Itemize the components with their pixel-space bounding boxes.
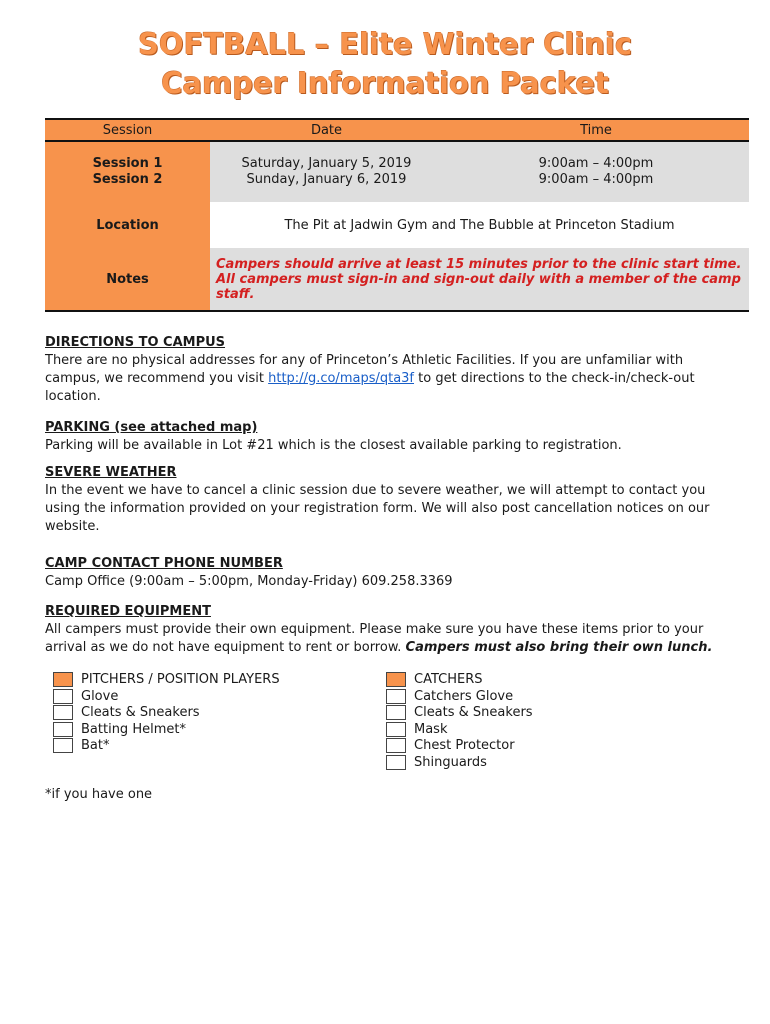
session-2-time: 9:00am – 4:00pm (538, 172, 654, 187)
checklist-item (386, 738, 533, 755)
checkbox[interactable] (386, 755, 406, 770)
item-label: Cleats & Sneakers (414, 705, 533, 721)
checkbox[interactable] (386, 705, 406, 720)
contact-section (45, 555, 725, 591)
checklist-item (386, 722, 533, 739)
session-2-label: Session 2 (92, 172, 163, 187)
checklist-item (386, 705, 533, 722)
directions-text-after: to get directions to the check-in/check-out location. (45, 371, 695, 404)
session-2-date: Sunday, January 6, 2019 (246, 172, 407, 187)
location-value: The Pit at Jadwin Gym and The Bubble at Princeton Stadium (284, 217, 675, 233)
notes-label: Notes (45, 248, 210, 311)
session-labels (45, 141, 210, 202)
page-subtitle: Camper Information Packet (161, 66, 609, 100)
pitchers-checklist (53, 672, 280, 755)
page-title: SOFTBALL – Elite Winter Clinic (137, 27, 633, 61)
header-time: Time (443, 119, 749, 141)
pitchers-header (53, 672, 280, 689)
location-label: Location (45, 202, 210, 248)
checklist-item (53, 738, 280, 755)
weather-heading: SEVERE WEATHER (45, 465, 177, 480)
checkbox[interactable] (386, 689, 406, 704)
parking-text: Parking will be available in Lot #21 which is the closest available parking to registration. (45, 438, 622, 453)
item-label: Chest Protector (414, 738, 515, 754)
item-label: Mask (414, 721, 448, 737)
equipment-heading: REQUIRED EQUIPMENT (45, 604, 211, 619)
checklist-item (53, 705, 280, 722)
schedule-table (45, 118, 749, 312)
catchers-checklist (386, 672, 533, 771)
item-label: Glove (81, 688, 119, 704)
directions-text (45, 352, 725, 406)
checklist-item (386, 755, 533, 772)
footnote: *if you have one (45, 787, 153, 802)
checkbox[interactable] (53, 689, 73, 704)
header-color-box (53, 672, 73, 687)
directions-section (45, 334, 725, 406)
session-1-time: 9:00am – 4:00pm (538, 156, 654, 171)
weather-text: In the event we have to cancel a clinic session due to severe weather, we will attempt to contact you using the information provided on your registration form. We will also post cancellation notices on our website. (45, 483, 710, 534)
session-1-label: Session 1 (92, 156, 163, 171)
checklist-item (53, 689, 280, 706)
header-date: Date (210, 119, 443, 141)
notes-value: Campers should arrive at least 15 minutes prior to the clinic start time. All campers must sign-in and sign-out daily with a member of the camp staff. (210, 248, 749, 311)
catchers-header (386, 672, 533, 689)
item-label: Cleats & Sneakers (81, 705, 200, 721)
notes-row (45, 248, 749, 311)
session-times (443, 141, 749, 202)
checklist-item (53, 722, 280, 739)
session-1-date: Saturday, January 5, 2019 (241, 156, 412, 171)
contact-heading: CAMP CONTACT PHONE NUMBER (45, 556, 283, 571)
item-label: Catchers Glove (414, 688, 514, 704)
directions-heading: DIRECTIONS TO CAMPUS (45, 335, 226, 350)
location-row (45, 202, 749, 248)
item-label: Batting Helmet* (81, 721, 186, 737)
directions-map-link[interactable]: http://g.co/maps/qta3f (268, 371, 415, 386)
equipment-text-body: All campers must provide their own equipment. Please make sure you have these items prior to your arrival as we do not have equipment to rent or borrow. (45, 622, 704, 655)
lunch-notice: Campers must also bring their own lunch. (405, 640, 713, 655)
item-label: Bat* (81, 738, 110, 754)
checkbox[interactable] (386, 722, 406, 737)
schedule-header-row (45, 119, 749, 141)
checkbox[interactable] (53, 705, 73, 720)
header-session: Session (45, 119, 210, 141)
equipment-text (45, 621, 725, 657)
header-color-box (386, 672, 406, 687)
item-label: Shinguards (414, 754, 487, 770)
weather-section (45, 464, 725, 536)
parking-heading: PARKING (see attached map) (45, 420, 258, 435)
pitchers-title: PITCHERS / POSITION PLAYERS (81, 672, 280, 688)
parking-section (45, 419, 725, 455)
contact-text: Camp Office (9:00am – 5:00pm, Monday-Friday) 609.258.3369 (45, 574, 453, 589)
directions-text-before: There are no physical addresses for any of Princeton’s Athletic Facilities. If you are unfamiliar with campus, we recommend you visit (45, 353, 684, 386)
checkbox[interactable] (53, 722, 73, 737)
sessions-row (45, 141, 749, 202)
checkbox[interactable] (53, 738, 73, 753)
session-dates (210, 141, 443, 202)
checklist-item (386, 689, 533, 706)
catchers-title: CATCHERS (414, 672, 483, 688)
checkbox[interactable] (386, 738, 406, 753)
equipment-section (45, 603, 725, 657)
